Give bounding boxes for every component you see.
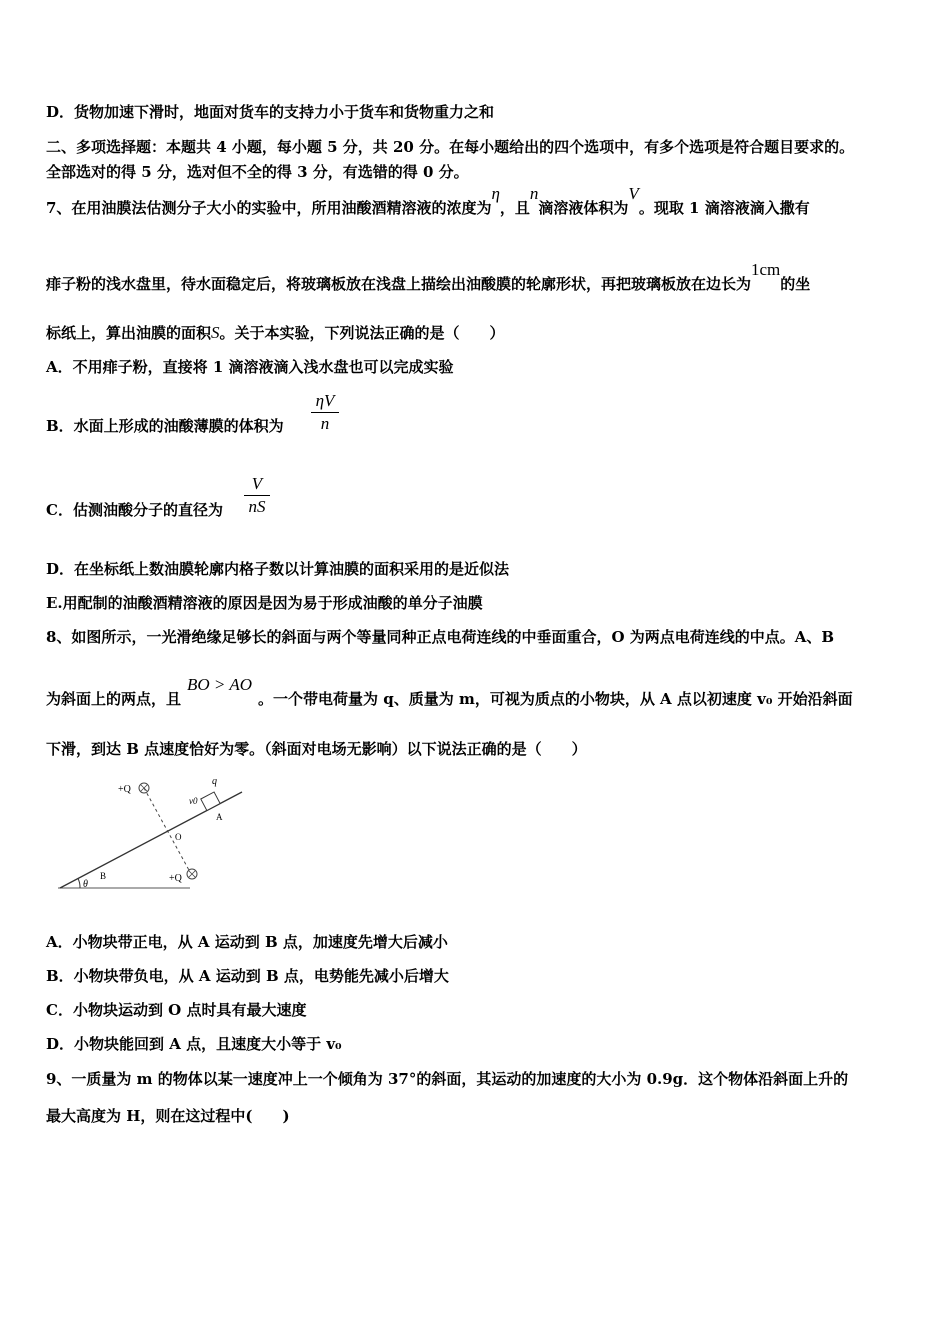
q7-text-1: 7、在用油膜法估测分子大小的实验中，所用油酸酒精溶液的浓度为: [46, 199, 492, 217]
fraction-c: [244, 474, 270, 517]
q8-stem-line3: 下滑，到达 B 点速度恰好为零。（斜面对电场无影响）以下说法正确的是（ ）: [46, 740, 587, 758]
fraction-b: [311, 391, 339, 434]
q8-stem-line1: 8、如图所示，一光滑绝缘足够长的斜面与两个等量同种正点电荷连线的中垂面重合，O 为两点电荷连线的中点。A、B: [46, 628, 835, 646]
q7-text-7: 标纸上，算出油膜的面积: [46, 324, 212, 342]
n-symbol: n: [529, 184, 539, 203]
q7-text-5: 痱子粉的浅水盘里，待水面稳定后，将玻璃板放在浅盘上描绘出油酸膜的轮廓形状，再把玻璃板放在边长为: [46, 275, 752, 293]
section-2-scoring: 全部选对的得 5 分，选对但不全的得 3 分，有选错的得 0 分。: [46, 163, 469, 181]
fraction-b-numerator: ηV: [315, 391, 335, 410]
q8-stem-line2: [46, 675, 853, 709]
q7-text-4: 。现取 1 滴溶液滴入撒有: [638, 199, 810, 217]
incline-charges-diagram: [50, 768, 250, 896]
q7-option-e: E.用配制的油酸酒精溶液的原因是因为易于形成油酸的单分子油膜: [46, 594, 483, 612]
q7-option-b: B．水面上形成的油酸薄膜的体积为: [46, 417, 284, 435]
q8-option-a: A．小物块带正电，从 A 运动到 B 点，加速度先增大后减小: [46, 933, 448, 951]
inequality-bo-ao: BO > AO: [187, 675, 253, 694]
prev-option-d: D．货物加速下滑时，地面对货车的支持力小于货车和货物重力之和: [46, 103, 495, 121]
eta-symbol: η: [491, 184, 500, 203]
q7-text-6: 的坐: [780, 275, 811, 293]
block: [201, 792, 220, 810]
fraction-b-bar: [311, 412, 339, 413]
angle-arc: [78, 879, 80, 889]
q9-stem-line2: 最大高度为 H，则在这过程中( ): [46, 1107, 290, 1125]
q7-text-2: ，且: [499, 199, 530, 217]
q7-option-d: D．在坐标纸上数油膜轮廓内格子数以计算油膜的面积采用的是近似法: [46, 560, 510, 578]
q9-stem-line1: 9、一质量为 m 的物体以某一速度冲上一个倾角为 37°的斜面，其运动的加速度的大小为 0.9g．这个物体沿斜面上升的: [46, 1070, 849, 1088]
bottom-charge-label: +Q: [169, 873, 182, 884]
theta-label: θ: [83, 879, 88, 890]
unit-1cm: 1cm: [751, 260, 781, 279]
top-charge-label: +Q: [118, 784, 131, 795]
q8-option-d: D．小物块能回到 A 点，且速度大小等于 v₀: [46, 1035, 342, 1053]
fraction-c-denominator: nS: [248, 497, 266, 516]
q7-option-a: A．不用痱子粉，直接将 1 滴溶液滴入浅水盘也可以完成实验: [46, 358, 454, 376]
q7-text-8: 。关于本实验，下列说法正确的是（ ）: [219, 324, 505, 342]
point-o-label: O: [175, 832, 182, 842]
q8-option-b: B．小物块带负电，从 A 运动到 B 点，电势能先减小后增大: [46, 967, 449, 985]
s-symbol: S: [211, 323, 220, 342]
q7-stem-line2: [46, 260, 811, 294]
q7-text-3: 滴溶液体积为: [538, 199, 629, 217]
v-symbol: V: [628, 184, 639, 203]
q8-option-c: C．小物块运动到 O 点时具有最大速度: [46, 1001, 307, 1019]
fraction-c-numerator: V: [251, 474, 263, 493]
q8-text-1: 为斜面上的两点，且: [46, 690, 182, 708]
fraction-c-bar: [244, 495, 270, 496]
charge-q-label: q: [212, 776, 217, 787]
section-2-heading: 二、多项选择题：本题共 4 小题，每小题 5 分，共 20 分。在每小题给出的四个选项中，有多个选项是符合题目要求的。: [46, 138, 855, 156]
q8-text-2: 。一个带电荷量为 q、质量为 m，可视为质点的小物块，从 A 点以初速度 v₀ 开始沿斜面: [258, 690, 853, 708]
q7-stem-line1: [46, 184, 810, 218]
q7-option-c: C．估测油酸分子的直径为: [46, 501, 223, 519]
v0-label: v0: [189, 796, 198, 806]
perpendicular-dashed-line: [144, 788, 190, 872]
fraction-b-denominator: n: [320, 414, 330, 433]
point-b-label: B: [100, 871, 107, 881]
q7-stem-line3: [46, 323, 505, 343]
point-a-label: A: [216, 812, 223, 822]
